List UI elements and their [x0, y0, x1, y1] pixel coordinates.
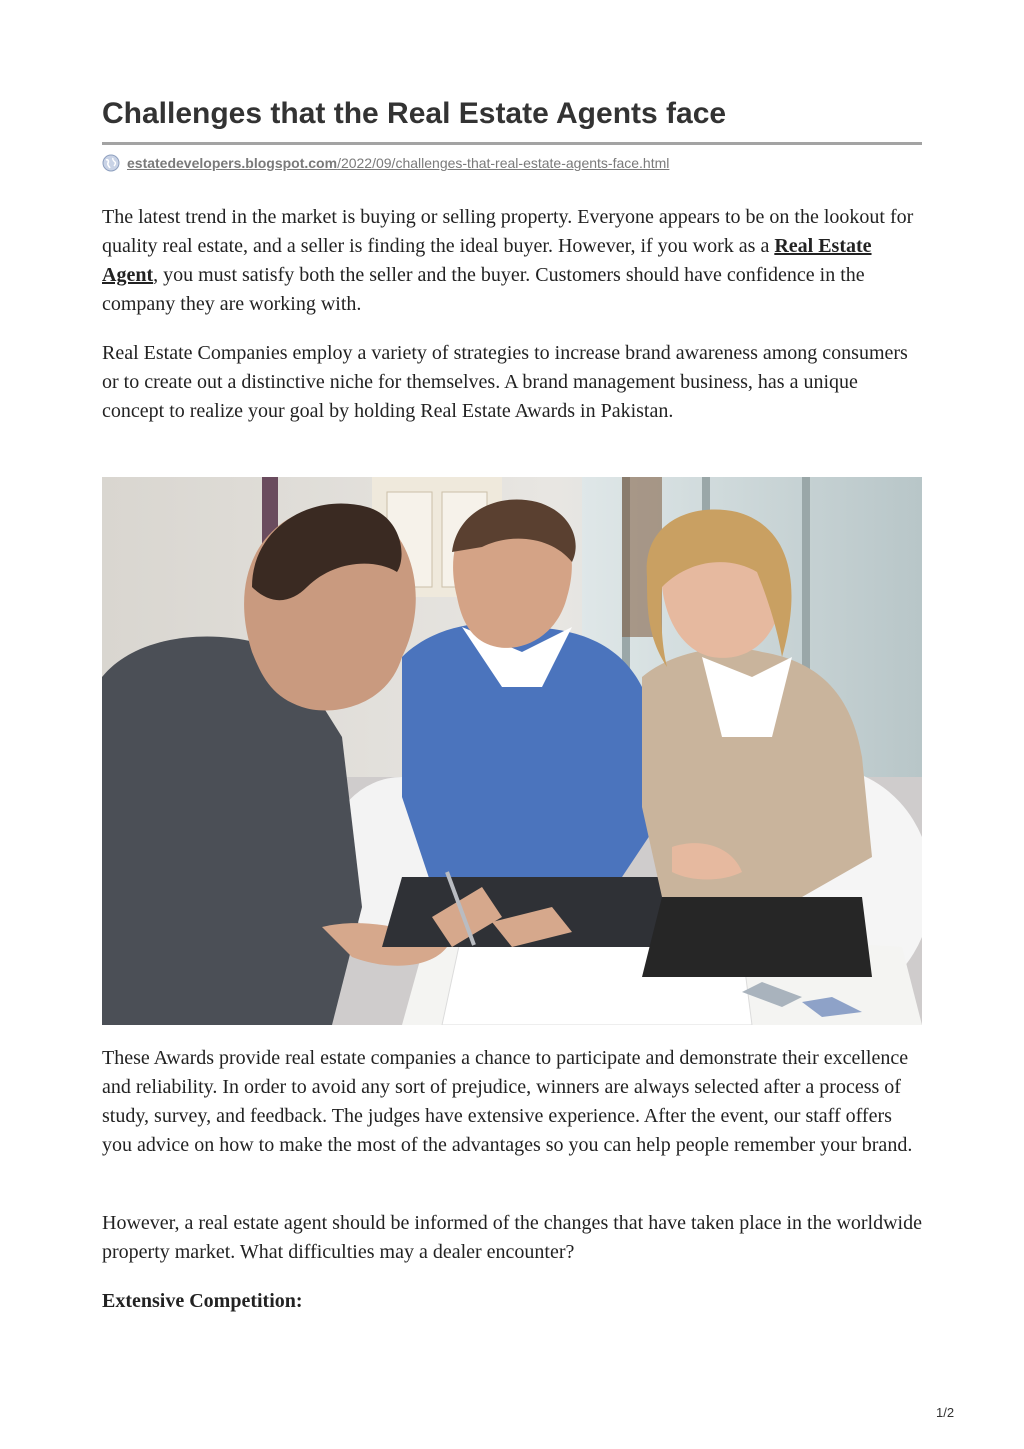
paragraph-market-changes: However, a real estate agent should be informed of the changes that have taken place in the worldwide property market. What difficulties may a dealer encounter?	[102, 1212, 922, 1263]
article-title: Challenges that the Real Estate Agents face	[102, 97, 727, 130]
source-link[interactable]	[127, 155, 669, 171]
title-divider	[102, 142, 922, 145]
page-number: 1/2	[936, 1405, 955, 1420]
source-path: /2022/09/challenges-that-real-estate-agents-face.html	[337, 155, 670, 171]
real-estate-agent-link[interactable]: Real Estate Agent	[102, 235, 872, 286]
paragraph-companies: Real Estate Companies employ a variety of strategies to increase brand awareness among consumers or to create out a distinctive niche for themselves. A brand management business, has a unique concept to realize your goal by holding Real Estate Awards in Pakistan.	[102, 342, 908, 422]
source-domain: estatedevelopers.blogspot.com	[127, 155, 338, 171]
intro-text-after: , you must satisfy both the seller and the buyer. Customers should have confidence in the company they are working with.	[102, 264, 865, 315]
intro-text-before: The latest trend in the market is buying or selling property. Everyone appears to be on the lookout for quality real estate, and a seller is finding the ideal buyer. However, if you work as a	[102, 206, 914, 257]
globe-icon	[102, 154, 120, 172]
paragraph-awards: These Awards provide real estate companies a chance to participate and demonstrate their excellence and reliability. In order to avoid any sort of prejudice, winners are always selected after a process of study, survey, and feedback. The judges have extensive experience. After the event, our staff offers you advice on how to make the most of the advantages so you can help people remember your brand.	[102, 1047, 913, 1156]
agents-meeting-illustration	[102, 477, 922, 1025]
article-photo	[102, 477, 922, 1025]
source-line	[102, 153, 669, 173]
paragraph-intro	[102, 203, 922, 319]
section-heading-competition: Extensive Competition:	[102, 1290, 303, 1312]
